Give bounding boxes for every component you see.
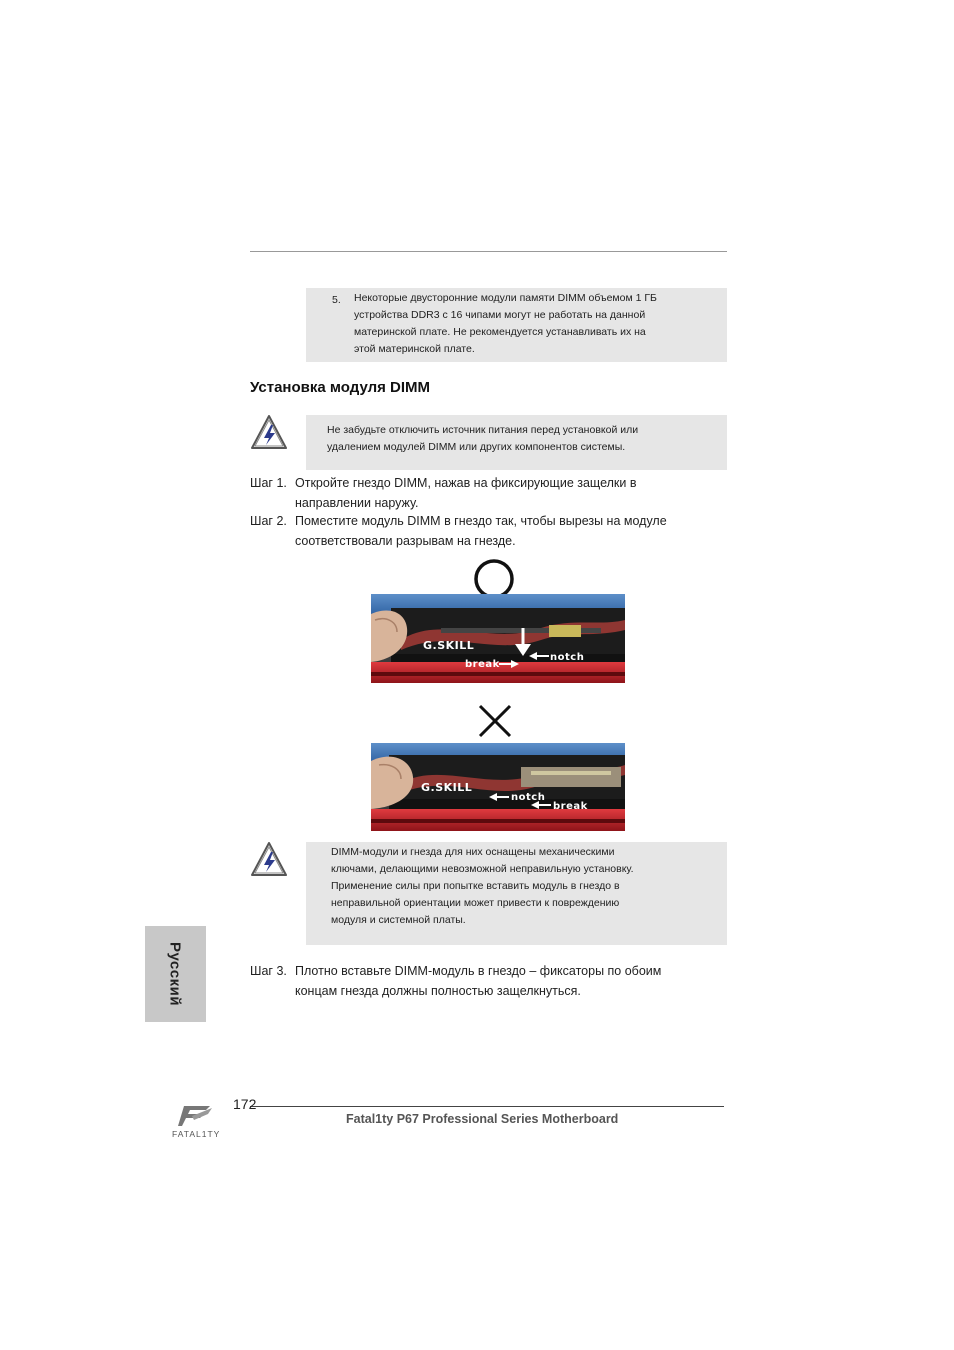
warning-line: ключами, делающими невозможной неправильную установку.	[331, 863, 634, 875]
step-line: Откройте гнездо DIMM, нажав на фиксирующие защелки в	[295, 476, 637, 490]
warning-line: модуля и системной платы.	[331, 914, 466, 926]
footer-rule	[250, 1106, 724, 1107]
brand-logo: G.SKILL	[421, 781, 473, 794]
warning-text	[327, 422, 707, 455]
warning-lightning-icon	[249, 840, 289, 878]
notch-label: notch	[511, 792, 546, 803]
cross-incorrect-icon	[476, 702, 514, 740]
warning-line: Применение силы при попытке вставить модуль в гнездо в	[331, 880, 620, 892]
step-line: Плотно вставьте DIMM-модуль в гнездо – фиксаторы по обоим	[295, 964, 662, 978]
warning-line: Не забудьте отключить источник питания перед установкой или	[327, 424, 639, 436]
brand-logo: G.SKILL	[423, 639, 475, 652]
step-text	[295, 512, 715, 551]
warning-line: DIMM-модули и гнезда для них оснащены механическими	[331, 846, 615, 858]
language-tab-label: Русский	[166, 941, 184, 1007]
note-line: этой материнской плате.	[354, 343, 475, 355]
step-line: соответствовали разрывам на гнезде.	[295, 533, 516, 548]
step-line: Поместите модуль DIMM в гнездо так, чтобы вырезы на модуле	[295, 514, 667, 528]
notch-label: notch	[550, 652, 585, 663]
dimm-incorrect-photo	[371, 743, 625, 831]
note-text	[354, 290, 714, 358]
step-label: Шаг 1.	[250, 476, 287, 490]
language-tab	[145, 926, 206, 1022]
step-text	[295, 962, 715, 1001]
note-line: устройства DDR3 с 16 чипами могут не работать на данной	[354, 309, 646, 321]
dimm-correct-photo	[371, 594, 625, 683]
footer-title: Fatal1ty P67 Professional Series Motherboard	[346, 1112, 619, 1126]
page-number: 172	[233, 1096, 257, 1112]
warning-text	[331, 844, 711, 929]
step-line: концам гнезда должны полностью защелкнуться.	[295, 983, 581, 998]
step-text	[295, 474, 715, 513]
note-line: материнской плате. Не рекомендуется устанавливать их на	[354, 326, 646, 338]
fatal1ty-logo	[170, 1102, 230, 1142]
step-label: Шаг 3.	[250, 964, 287, 978]
section-title: Установка модуля DIMM	[250, 379, 431, 396]
warning-lightning-icon	[249, 413, 289, 451]
warning-line: неправильной ориентации может привести к повреждению	[331, 897, 620, 909]
step-label: Шаг 2.	[250, 514, 287, 528]
break-label: break	[465, 659, 500, 670]
note-line: Некоторые двусторонние модули памяти DIMM объемом 1 ГБ	[354, 292, 657, 304]
warning-line: удалением модулей DIMM или других компонентов системы.	[327, 440, 626, 453]
note-number: 5.	[332, 294, 341, 306]
logo-text: FATAL1TY	[172, 1129, 221, 1139]
header-rule	[250, 251, 727, 252]
step-line: направлении наружу.	[295, 495, 419, 510]
circle-correct-icon	[472, 559, 516, 599]
break-label: break	[553, 801, 588, 812]
